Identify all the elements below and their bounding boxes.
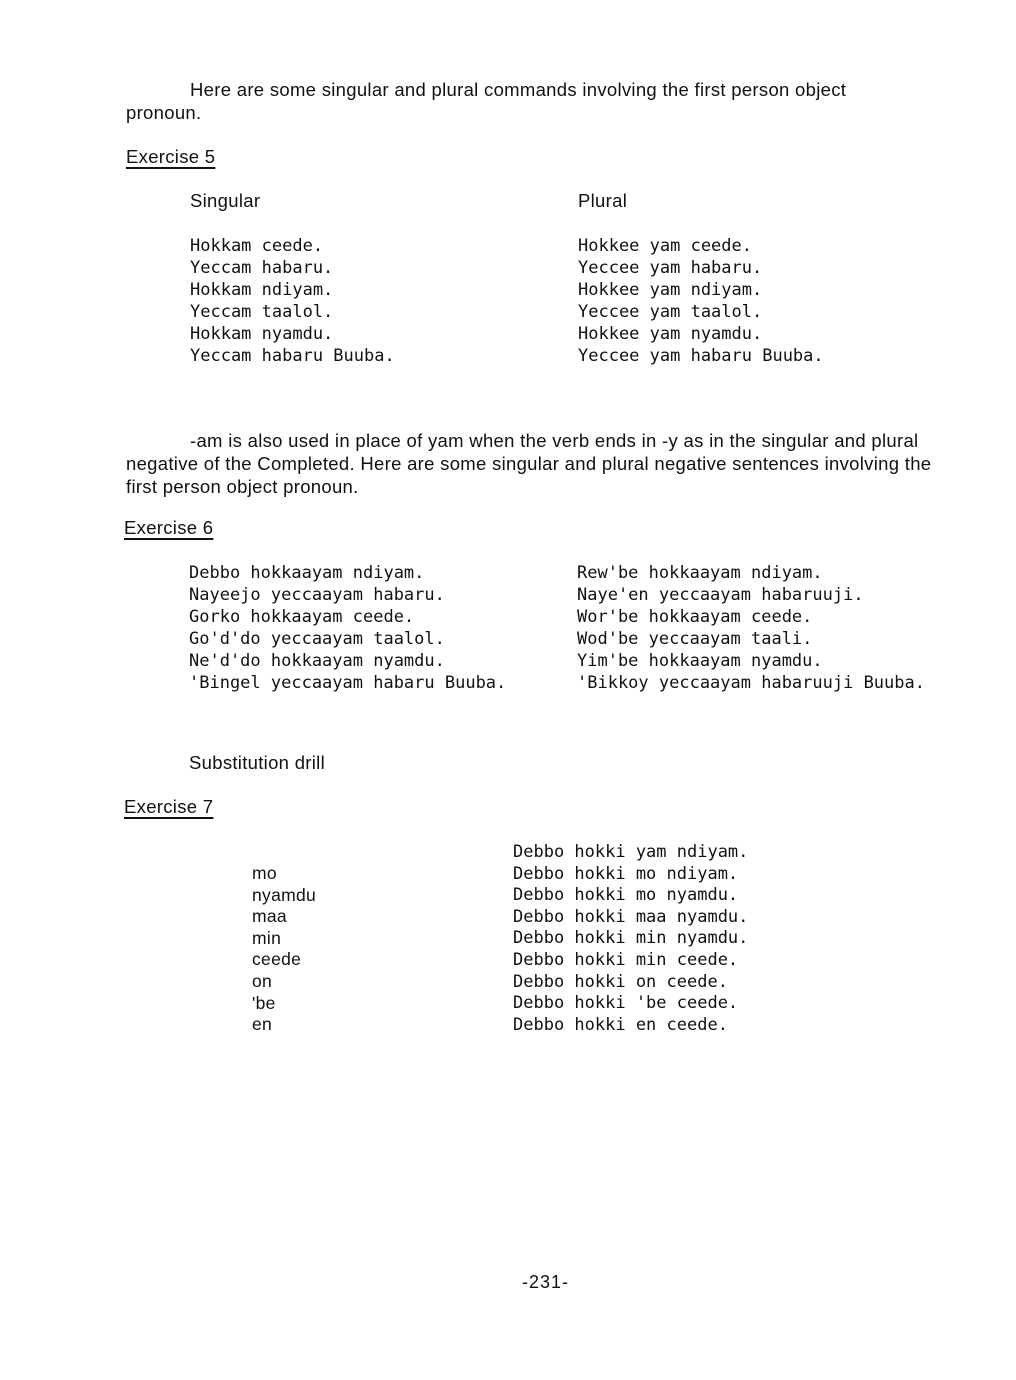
plural-heading: Plural: [578, 190, 628, 211]
list-item: Hokkee yam ndiyam.: [578, 280, 763, 300]
list-item: Hokkam ndiyam.: [190, 280, 334, 300]
middle-paragraph: -am is also used in place of yam when the verb ends in -y as in the singular and plural negative of the Completed. Here are some singular and plural negative sentences involving the first person object pronoun.: [126, 430, 932, 497]
list-item: ceede: [252, 949, 302, 970]
list-item: Debbo hokki min ceede.: [513, 949, 739, 970]
list-item: Debbo hokki yam ndiyam.: [513, 842, 749, 862]
list-item: Yeccee yam taalol.: [578, 302, 763, 322]
exercise-6-plural-list: [577, 562, 925, 694]
exercise-5-plural-list: [578, 235, 824, 367]
list-item: Go'd'do yeccaayam taalol.: [189, 629, 445, 649]
list-item: Naye'en yeccaayam habaruuji.: [577, 585, 864, 605]
list-item: Wor'be hokkaayam ceede.: [577, 607, 813, 627]
list-item: Yeccee yam habaru.: [578, 258, 763, 278]
list-item: Rew'be hokkaayam ndiyam.: [577, 563, 823, 583]
list-item: Yeccam habaru.: [190, 258, 334, 278]
list-item: 'be: [252, 992, 276, 1013]
exercise-6-title: Exercise 6: [124, 517, 214, 538]
exercise-5-title: Exercise 5: [126, 146, 216, 167]
list-item: Debbo hokki mo ndiyam.: [513, 863, 739, 884]
list-item: 'Bikkoy yeccaayam habaruuji Buuba.: [577, 673, 925, 693]
list-item: Ne'd'do hokkaayam nyamdu.: [189, 651, 445, 671]
list-item: Debbo hokki on ceede.: [513, 971, 728, 992]
list-item: on: [252, 970, 273, 991]
exercise-5-singular-list: [190, 235, 395, 367]
list-item: Gorko hokkaayam ceede.: [189, 607, 415, 627]
exercise-7-title: Exercise 7: [124, 796, 214, 817]
list-item: min: [252, 927, 282, 948]
list-item: nyamdu: [252, 884, 317, 905]
singular-heading: Singular: [190, 190, 261, 211]
intro-paragraph: Here are some singular and plural commands involving the first person object pronoun.: [126, 79, 847, 123]
list-item: Debbo hokki 'be ceede.: [513, 993, 739, 1014]
list-item: Wod'be yeccaayam taali.: [577, 629, 813, 649]
list-item: Yeccam taalol.: [190, 302, 334, 322]
exercise-7-cue-list: [252, 863, 316, 1036]
list-item: Yeccee yam habaru Buuba.: [578, 346, 824, 366]
list-item: Nayeejo yeccaayam habaru.: [189, 585, 445, 605]
list-item: Hokkee yam ceede.: [578, 236, 752, 256]
list-item: en: [252, 1014, 273, 1035]
list-item: Debbo hokki mo nyamdu.: [513, 885, 739, 906]
list-item: mo: [252, 863, 277, 883]
exercise-7-sentence-list: [513, 842, 748, 1036]
list-item: maa: [252, 906, 287, 927]
list-item: Hokkam nyamdu.: [190, 324, 334, 344]
page-number: -231-: [522, 1272, 570, 1292]
list-item: 'Bingel yeccaayam habaru Buuba.: [189, 673, 507, 693]
list-item: Debbo hokkaayam ndiyam.: [189, 563, 425, 583]
list-item: Yim'be hokkaayam nyamdu.: [577, 651, 823, 671]
list-item: Hokkam ceede.: [190, 236, 324, 256]
exercise-6-singular-list: [189, 562, 506, 694]
substitution-drill-label: Substitution drill: [189, 752, 325, 773]
list-item: Hokkee yam nyamdu.: [578, 324, 763, 344]
list-item: Debbo hokki min nyamdu.: [513, 928, 749, 949]
list-item: Yeccam habaru Buuba.: [190, 346, 395, 366]
list-item: Debbo hokki maa nyamdu.: [513, 906, 749, 927]
list-item: Debbo hokki en ceede.: [513, 1014, 728, 1035]
